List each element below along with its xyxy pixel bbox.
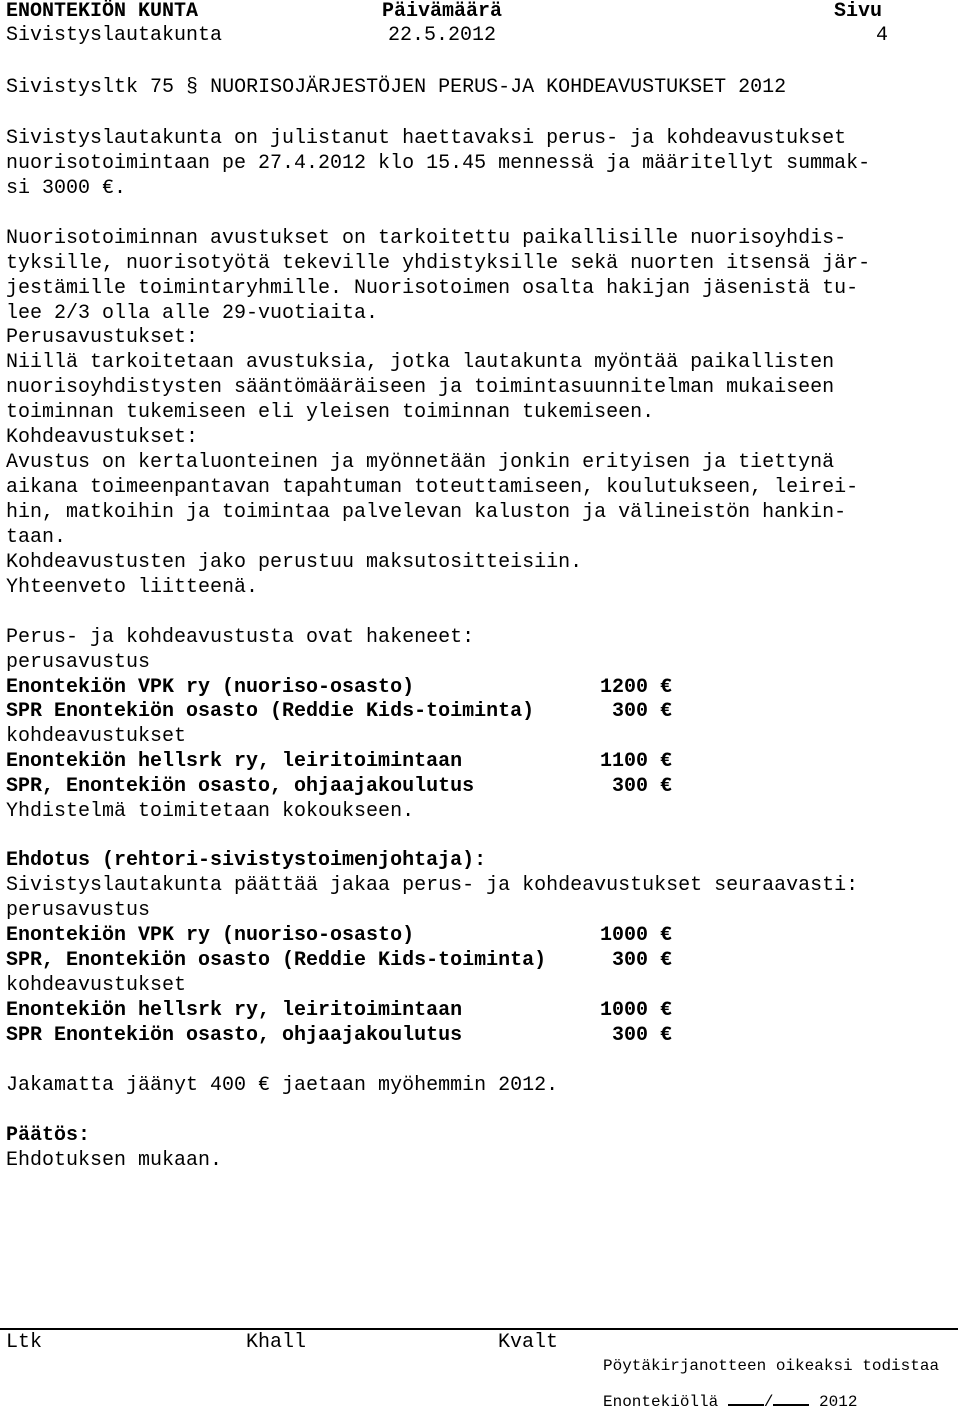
board-name: Sivistyslautakunta bbox=[6, 24, 223, 47]
body-line: Yhteenveto liitteenä. bbox=[6, 576, 259, 599]
proposal-name: SPR, Enontekiön osasto (Reddie Kids-toiminta) bbox=[6, 949, 547, 972]
intro-line: Sivistyslautakunta on julistanut haettavaksi perus- ja kohdeavustukset bbox=[6, 127, 847, 150]
target-grants-heading: Kohdeavustukset: bbox=[6, 426, 199, 449]
footer-kvalt: Kvalt bbox=[498, 1331, 559, 1354]
footer-certify: Pöytäkirjanotteen oikeaksi todistaa bbox=[603, 1357, 940, 1375]
month-blank bbox=[773, 1390, 809, 1406]
body-line: hin, matkoihin ja toimintaa palvelevan kaluston ja välineistön hankin- bbox=[6, 501, 847, 524]
body-line: Niillä tarkoitetaan avustuksia, jotka lautakunta myöntää paikallisten bbox=[6, 351, 835, 374]
applicant-name: Enontekiön VPK ry (nuoriso-osasto) bbox=[6, 676, 415, 699]
date-label: Päivämäärä bbox=[382, 0, 503, 23]
body-line: taan. bbox=[6, 526, 67, 549]
applicant-amount: 1100 € bbox=[600, 750, 673, 773]
day-blank bbox=[728, 1390, 764, 1406]
body-line: tyksille, nuorisotyötä tekeville yhdistyksille sekä nuorten itsensä jär- bbox=[6, 252, 871, 275]
applicant-amount: 300 € bbox=[612, 700, 673, 723]
footer-place: Enontekiöllä bbox=[603, 1393, 719, 1411]
body-line: Nuorisotoiminnan avustukset on tarkoitettu paikallisille nuorisoyhdis- bbox=[6, 227, 847, 250]
proposal-basic-label: perusavustus bbox=[6, 899, 151, 922]
applicant-name: SPR Enontekiön osasto (Reddie Kids-toiminta) bbox=[6, 700, 535, 723]
proposal-text: Sivistyslautakunta päättää jakaa perus- ja kohdeavustukset seuraavasti: bbox=[6, 874, 859, 897]
page-label: Sivu bbox=[834, 0, 883, 23]
municipality-name: ENONTEKIÖN KUNTA bbox=[6, 0, 199, 23]
section-heading: NUORISOJÄRJESTÖJEN PERUS-JA KOHDEAVUSTUKSET 2012 bbox=[210, 76, 787, 99]
body-line: toiminnan tukemiseen eli yleisen toiminnan tukemiseen. bbox=[6, 401, 655, 424]
applicants-heading: Perus- ja kohdeavustusta ovat hakeneet: bbox=[6, 626, 475, 649]
proposal-name: SPR Enontekiön osasto, ohjaajakoulutus bbox=[6, 1024, 463, 1047]
applicants-basic-label: perusavustus bbox=[6, 651, 151, 674]
body-line: Avustus on kertaluonteinen ja myönnetään jonkin erityisen ja tiettynä bbox=[6, 451, 835, 474]
footer-ltk: Ltk bbox=[6, 1331, 43, 1354]
intro-line: nuorisotoimintaan pe 27.4.2012 klo 15.45 mennessä ja määritellyt summak- bbox=[6, 152, 871, 175]
decision-heading: Päätös: bbox=[6, 1124, 91, 1147]
proposal-amount: 1000 € bbox=[600, 999, 673, 1022]
proposal-name: Enontekiön hellsrk ry, leiritoimintaan bbox=[6, 999, 463, 1022]
body-line: Kohdeavustusten jako perustuu maksutositteisiin. bbox=[6, 551, 583, 574]
intro-line: si 3000 €. bbox=[6, 177, 127, 200]
proposal-remainder: Jakamatta jäänyt 400 € jaetaan myöhemmin 2012. bbox=[6, 1074, 559, 1097]
footer-year: 2012 bbox=[819, 1393, 858, 1411]
proposal-heading: Ehdotus (rehtori-sivistystoimenjohtaja): bbox=[6, 849, 487, 872]
footer-slash: / bbox=[763, 1393, 774, 1411]
proposal-amount: 300 € bbox=[612, 1024, 673, 1047]
footer-khall: Khall bbox=[246, 1331, 307, 1354]
proposal-amount: 300 € bbox=[612, 949, 673, 972]
proposal-target-label: kohdeavustukset bbox=[6, 974, 187, 997]
body-line: aikana toimeenpantavan tapahtuman toteuttamiseen, koulutukseen, leirei- bbox=[6, 476, 859, 499]
applicant-amount: 1200 € bbox=[600, 676, 673, 699]
section-ref: Sivistysltk 75 bbox=[6, 76, 175, 99]
meeting-date: 22.5.2012 bbox=[388, 24, 497, 47]
basic-grants-heading: Perusavustukset: bbox=[6, 326, 199, 349]
footer-place-date bbox=[603, 1390, 857, 1414]
section-title bbox=[6, 76, 786, 100]
proposal-name: Enontekiön VPK ry (nuoriso-osasto) bbox=[6, 924, 415, 947]
proposal-amount: 1000 € bbox=[600, 924, 673, 947]
applicant-amount: 300 € bbox=[612, 775, 673, 798]
applicant-name: Enontekiön hellsrk ry, leiritoimintaan bbox=[6, 750, 463, 773]
footer-divider bbox=[0, 1328, 958, 1330]
page-number: 4 bbox=[876, 24, 889, 47]
decision-text: Ehdotuksen mukaan. bbox=[6, 1149, 223, 1172]
applicants-target-label: kohdeavustukset bbox=[6, 725, 187, 748]
applicant-name: SPR, Enontekiön osasto, ohjaajakoulutus bbox=[6, 775, 475, 798]
body-line: lee 2/3 olla alle 29-vuotiaita. bbox=[6, 302, 379, 325]
body-line: nuorisoyhdistysten sääntömääräiseen ja toimintasuunnitelman mukaiseen bbox=[6, 376, 835, 399]
applicants-note: Yhdistelmä toimitetaan kokoukseen. bbox=[6, 800, 415, 823]
body-line: jestämille toimintaryhmille. Nuorisotoimen osalta hakijan jäsenistä tu- bbox=[6, 277, 859, 300]
section-symbol: § bbox=[186, 76, 199, 99]
